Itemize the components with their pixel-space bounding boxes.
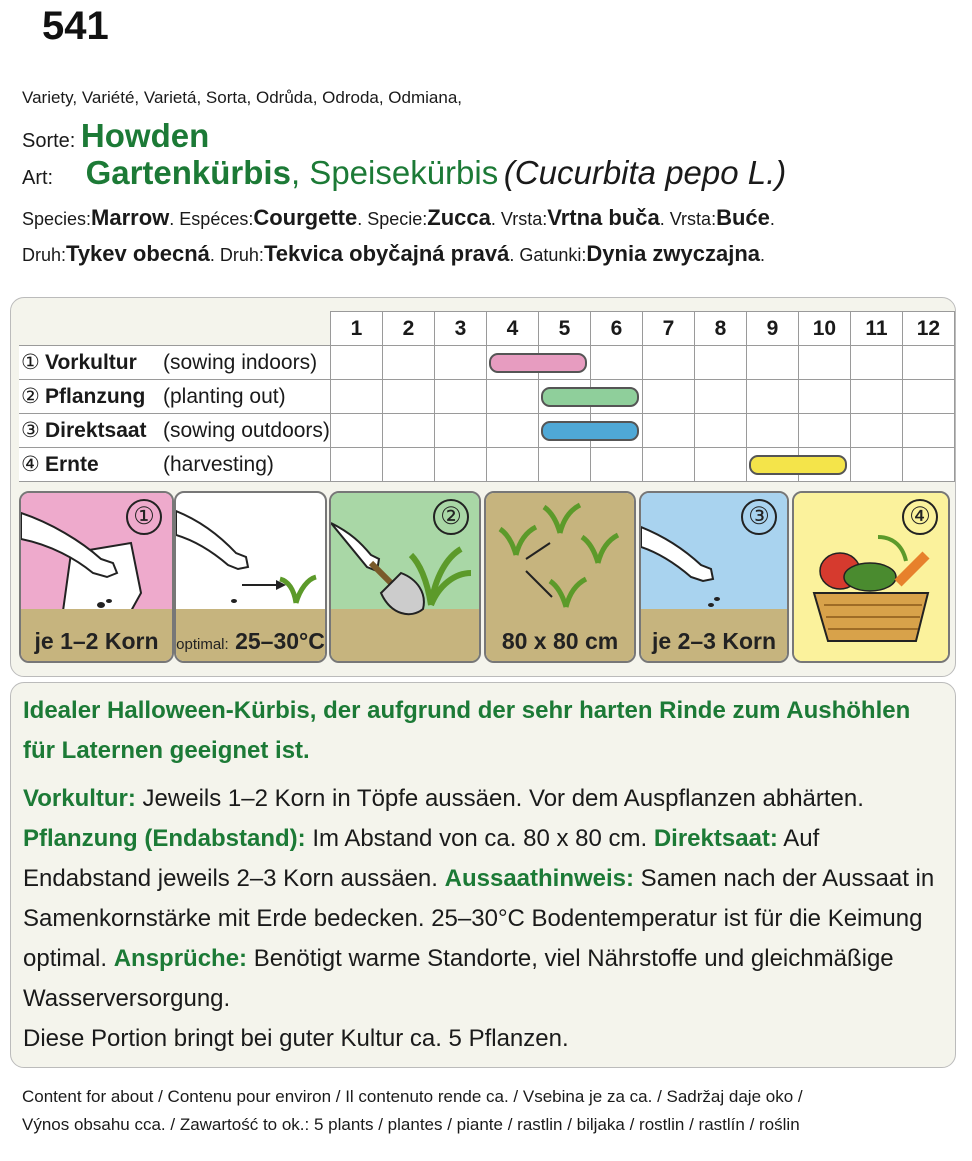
tile-sowing-indoors (19, 491, 174, 663)
druh-label: . (760, 245, 766, 265)
month-header: 4 (486, 312, 538, 346)
section-label-vorkultur: Vorkultur: (23, 785, 136, 812)
calendar-row-label (19, 414, 330, 448)
calendar-header-row (19, 312, 954, 346)
task-name: Ernte (45, 453, 99, 476)
month-cell (850, 414, 902, 448)
month-cell (486, 380, 538, 414)
month-cell (538, 380, 590, 414)
month-cell (746, 448, 798, 482)
section-label-pflanzung: Pflanzung (Endabstand): (23, 825, 306, 852)
species-label: . Specie: (357, 209, 428, 229)
portion-note: Diese Portion bringt bei guter Kultur ca. 5 Pflanzen. (23, 1025, 569, 1052)
headline: Idealer Halloween-Kürbis, der aufgrund der sehr harten Rinde zum Aushöhlen für Laternen geeignet ist. (23, 697, 911, 764)
month-header: 7 (642, 312, 694, 346)
task-name: Direktsaat (45, 419, 147, 442)
month-cell (330, 414, 382, 448)
month-cell (538, 448, 590, 482)
month-cell (382, 414, 434, 448)
calendar-table (19, 311, 955, 482)
section-label-direktsaat: Direktsaat: (653, 825, 778, 852)
step-number: ② (21, 385, 40, 408)
sorte-line (22, 117, 209, 155)
month-cell (694, 380, 746, 414)
task-translation: (sowing indoors) (163, 351, 318, 374)
month-cell (382, 448, 434, 482)
month-cell (434, 380, 486, 414)
variety-line: Variety, Variété, Varietá, Sorta, Odrůda, Odroda, Odmiana, (22, 88, 463, 107)
calendar-row-label (19, 448, 330, 482)
month-cell (590, 346, 642, 380)
calendar-row-label (19, 346, 330, 380)
month-cell (902, 448, 954, 482)
calendar-row (19, 346, 954, 380)
month-cell (694, 448, 746, 482)
tile-sowing-outdoors (639, 491, 789, 663)
month-header: 3 (434, 312, 486, 346)
period-bar (749, 455, 847, 475)
species-label: . Espéces: (169, 209, 254, 229)
month-cell (642, 380, 694, 414)
section-label-ansprueche: Ansprüche: (113, 945, 248, 972)
druh-value: Tykev obecná (66, 241, 210, 266)
month-cell (382, 346, 434, 380)
art-line (22, 154, 786, 192)
month-header: 2 (382, 312, 434, 346)
month-header: 5 (538, 312, 590, 346)
species-value: Buće (716, 205, 770, 230)
tile-label (176, 628, 325, 655)
tile-harvest (792, 491, 950, 663)
step-number-badge: ① (126, 499, 162, 535)
month-cell (850, 448, 902, 482)
task-translation: (planting out) (163, 385, 286, 408)
month-header: 1 (330, 312, 382, 346)
calendar-row (19, 414, 954, 448)
month-cell (642, 346, 694, 380)
month-cell (902, 414, 954, 448)
month-header: 8 (694, 312, 746, 346)
druh-label: . Druh: (209, 245, 264, 265)
species-value: Zucca (427, 205, 491, 230)
step-number: ④ (21, 453, 40, 476)
species-label: Species: (22, 209, 92, 229)
period-bar (541, 387, 639, 407)
month-cell (486, 414, 538, 448)
section-text: Auf Endabstand jeweils 2–3 Korn aussäen. (23, 825, 820, 892)
packet-number: 541 (42, 4, 109, 48)
species-value: Vrtna buča (547, 205, 660, 230)
section-text: Benötigt warme Standorte, viel Nährstoffe und gleichmäßige Wasserversorgung. (23, 945, 894, 1012)
month-cell (798, 414, 850, 448)
sowing-calendar (10, 297, 956, 677)
art-value-main: Gartenkürbis (85, 154, 291, 191)
month-cell (746, 414, 798, 448)
step-number-badge: ③ (741, 499, 777, 535)
period-bar (541, 421, 639, 441)
tile-label: 80 x 80 cm (501, 628, 619, 654)
calendar-row-label (19, 380, 330, 414)
task-name: Vorkultur (45, 351, 137, 374)
month-cell (330, 346, 382, 380)
species-value: Courgette (253, 205, 358, 230)
month-cell (746, 346, 798, 380)
month-header: 11 (850, 312, 902, 346)
tile-label: je 1–2 Korn (34, 628, 159, 654)
month-cell (902, 380, 954, 414)
step-number-badge: ④ (902, 499, 938, 535)
month-cell (330, 380, 382, 414)
section-text: Samen nach der Aussaat in Samenkornstärke mit Erde bedecken. 25–30°C Bodentemperatur ist für die Keimung optimal. (23, 865, 935, 972)
month-header: 12 (902, 312, 954, 346)
section-text: Im Abstand von ca. 80 x 80 cm. (305, 825, 654, 852)
species-label: . Vrsta: (659, 209, 717, 229)
section-label-aussaathinweis: Aussaathinweis: (444, 865, 635, 892)
tile-label-value: 25–30°C (235, 628, 325, 654)
sorte-label: Sorte: (22, 130, 76, 152)
month-header: 6 (590, 312, 642, 346)
task-translation: (sowing outdoors) (163, 419, 330, 442)
growing-instructions (10, 682, 956, 1068)
month-cell (434, 346, 486, 380)
month-header: 9 (746, 312, 798, 346)
month-cell (538, 414, 590, 448)
druh-line (22, 241, 765, 267)
month-cell (330, 448, 382, 482)
sorte-value: Howden (80, 117, 210, 154)
month-cell (590, 448, 642, 482)
month-cell (798, 346, 850, 380)
species-value: Marrow (91, 205, 170, 230)
art-latin: (Cucurbita pepo L.) (503, 154, 787, 191)
month-cell (694, 414, 746, 448)
species-label: . (769, 209, 775, 229)
step-number-badge: ② (433, 499, 469, 535)
tile-planting-out (329, 491, 481, 663)
tile-label: je 2–3 Korn (652, 628, 776, 654)
month-cell (434, 414, 486, 448)
month-cell (434, 448, 486, 482)
art-value-secondary: , Speisekürbis (290, 154, 499, 191)
druh-value: Tekvica obyčajná pravá (263, 241, 510, 266)
month-cell (486, 346, 538, 380)
instructions-body (23, 779, 943, 1059)
content-footer (22, 1083, 803, 1139)
section-text: Jeweils 1–2 Korn in Töpfe aussäen. Vor dem Auspflanzen abhärten. (135, 785, 864, 812)
calendar-row (19, 448, 954, 482)
step-number: ③ (21, 419, 40, 442)
druh-value: Dynia zwyczajna (586, 241, 761, 266)
step-number: ① (21, 351, 40, 374)
month-cell (642, 448, 694, 482)
month-cell (486, 448, 538, 482)
month-cell (694, 346, 746, 380)
footer-line: Content for about / Contenu pour environ / Il contenuto rende ca. / Vsebina je za ca. / Sadržaj daje oko / (22, 1087, 803, 1106)
species-line (22, 205, 775, 231)
task-name: Pflanzung (45, 385, 146, 408)
month-cell (798, 380, 850, 414)
task-translation: (harvesting) (163, 453, 274, 476)
month-cell (850, 346, 902, 380)
tile-spacing (484, 491, 636, 663)
month-header: 10 (798, 312, 850, 346)
art-label: Art: (22, 167, 54, 189)
druh-label: Druh: (22, 245, 67, 265)
calendar-row (19, 380, 954, 414)
month-cell (850, 380, 902, 414)
period-bar (489, 353, 587, 373)
month-cell (746, 380, 798, 414)
month-cell (382, 380, 434, 414)
footer-line: Výnos obsahu cca. / Zawartość to ok.: 5 plants / plantes / piante / rastlin / biljaka / rostlin / rastlín / roślin (22, 1115, 800, 1134)
druh-label: . Gatunki: (509, 245, 587, 265)
tile-germination-temp (174, 491, 327, 663)
month-cell (902, 346, 954, 380)
species-label: . Vrsta: (490, 209, 548, 229)
month-cell (642, 414, 694, 448)
tile-label-prefix: optimal: (176, 636, 229, 653)
